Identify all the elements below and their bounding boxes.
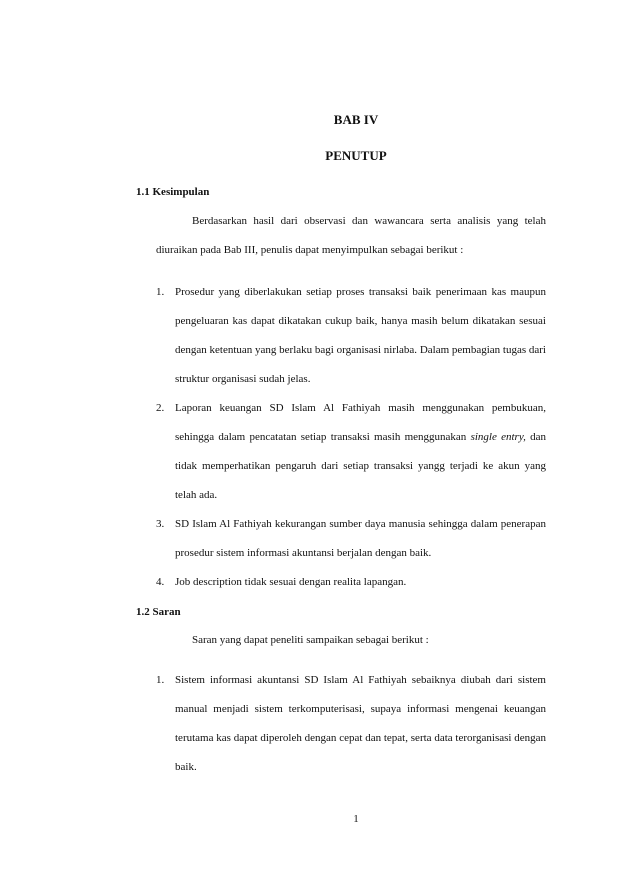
- list-item: 1. Prosedur yang diberlakukan setiap proses transaksi baik penerimaan kas maupun pengeluaran kas dapat dikatakan cukup baik, hanya masih belum dikatakan sesuai dengan ketentuan yang berlaku bagi organisasi nirlaba. Dalam pembagian tugas dari struktur organisasi sudah jelas.: [156, 286, 546, 385]
- section-intro-kesimpulan: Berdasarkan hasil dari observasi dan wawancara serta analisis yang telah diuraikan pada Bab III, penulis dapat menyimpulkan sebagai berikut :: [156, 215, 546, 256]
- conclusion-list: [156, 278, 546, 597]
- suggestion-list: [156, 666, 546, 782]
- section-intro-saran: Saran yang dapat peneliti sampaikan sebagai berikut :: [192, 634, 429, 646]
- section-heading-saran: 1.2 Saran: [136, 606, 181, 618]
- list-item: 1. Sistem informasi akuntansi SD Islam Al Fathiyah sebaiknya diubah dari sistem manual menjadi sistem terkomputerisasi, supaya informasi mengenai keuangan terutama kas dapat diperoleh dengan cepat dan tepat, serta data terorganisasi dengan baik.: [156, 674, 546, 773]
- list-item: 3. SD Islam Al Fathiyah kekurangan sumber daya manusia sehingga dalam penerapan prosedur sistem informasi akuntansi berjalan dengan baik.: [156, 518, 546, 559]
- page-number: 1: [353, 813, 359, 825]
- chapter-title: PENUTUP: [325, 148, 387, 163]
- chapter-number: BAB IV: [333, 112, 379, 127]
- section-heading-kesimpulan: 1.1 Kesimpulan: [136, 186, 210, 198]
- list-item: 2. Laporan keuangan SD Islam Al Fathiyah masih menggunakan pembukuan, sehingga dalam pencatatan setiap transaksi masih menggunakan single entry, dan tidak memperhatikan pengaruh dari setiap transaksi yangg terjadi ke akun yang telah ada.: [156, 402, 546, 501]
- list-item: 4. Job description tidak sesuai dengan realita lapangan.: [156, 576, 407, 588]
